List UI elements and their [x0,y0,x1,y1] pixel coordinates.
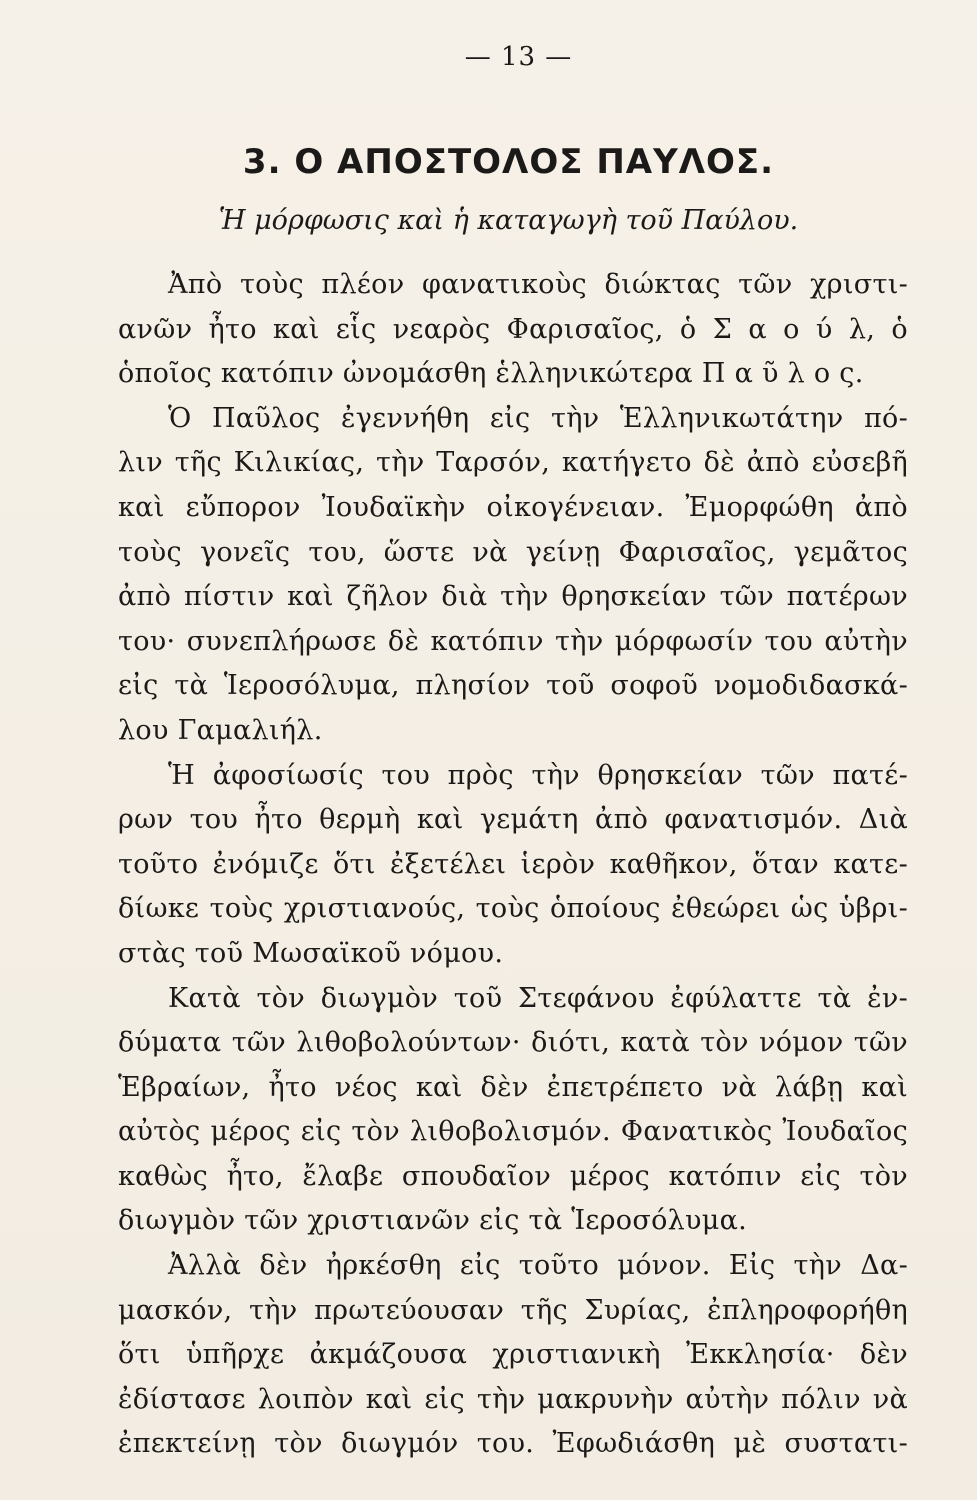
text-line: του· συνεπλήρωσε δὲ κατόπιν τὴν μόρφωσίν του αὐτὴν [118,625,908,657]
text-line: δίωκε τοὺς χριστιανούς, τοὺς ὁποίους ἐθεώρει ὡς ὑβρι- [118,893,908,925]
text-line: Ἀλλὰ δὲν ἠρκέσθη εἰς τοῦτο μόνον. Εἰς τὴν Δα- [168,1250,908,1282]
text-line: ἐπεκτείνῃ τὸν διωγμόν του. Ἐφωδιάσθη μὲ συστατι- [118,1428,908,1460]
text-line: Ἡ ἀφοσίωσίς του πρὸς τὴν θρησκείαν τῶν πατέ- [168,759,908,791]
text-line: Ἀπὸ τοὺς πλέον φανατικοὺς διώκτας τῶν χριστι- [168,269,908,300]
text-line: μασκόν, τὴν πρωτεύουσαν τῆς Συρίας, ἐπληροφορήθη [118,1294,908,1326]
text-line: καὶ εὔπορον Ἰουδαϊκὴν οἰκογένειαν. Ἐμορφώθη ἀπὸ [118,491,908,523]
text-line: ανῶν ἦτο καὶ εἷς νεαρὸς Φαρισαῖος, ὁ Σ α ο ύ λ, ὁ [118,313,908,345]
text-line: ὅτι ὑπῆρχε ἀκμάζουσα χριστιανικὴ Ἐκκλησία· δὲν [118,1339,908,1371]
text-line: ὁποῖος κατόπιν ὠνομάσθη ἑλληνικώτερα Π α ῦ λ ο ς. [118,358,864,390]
text-line: Ὁ Παῦλος ἐγεννήθη εἰς τὴν Ἑλληνικωτάτην πό- [168,402,908,434]
chapter-title: 3. Ο ΑΠΟΣΤΟΛΟΣ ΠΑΥΛΟΣ. [242,142,775,182]
text-line: Ἑβραίων, ἦτο νέος καὶ δὲν ἐπετρέπετο νὰ λάβῃ καὶ [118,1071,908,1103]
text-line: στὰς τοῦ Μωσαϊκοῦ νόμου. [118,937,504,969]
text-line: εἰς τὰ Ἱεροσόλυμα, πλησίον τοῦ σοφοῦ νομοδιδασκά- [118,670,908,702]
text-line: καθὼς ἦτο, ἔλαβε σπουδαῖον μέρος κατόπιν εἰς τὸν [118,1160,908,1192]
text-line: τοὺς γονεῖς του, ὥστε νὰ γείνῃ Φαρισαῖος, γεμᾶτος [118,536,908,568]
text-line: αὐτὸς μέρος εἰς τὸν λιθοβολισμόν. Φανατικὸς Ἰουδαῖος [118,1116,908,1148]
text-line: διωγμὸν τῶν χριστιανῶν εἰς τὰ Ἱεροσόλυμα. [118,1205,748,1237]
text-line: Κατὰ τὸν διωγμὸν τοῦ Στεφάνου ἐφύλαττε τὰ ἐν- [168,982,908,1014]
section-subtitle: Ἡ μόρφωσις καὶ ἡ καταγωγὴ τοῦ Παύλου. [218,205,799,236]
text-line: ρων του ἦτο θερμὴ καὶ γεμάτη ἀπὸ φανατισμόν. Διὰ [118,804,908,836]
text-line: ἐδίστασε λοιπὸν καὶ εἰς τὴν μακρυνὴν αὐτὴν πόλιν νὰ [118,1383,908,1415]
text-line: λιν τῆς Κιλικίας, τὴν Ταρσόν, κατήγετο δὲ ἀπὸ εὐσεβῆ [118,447,908,479]
text-line: τοῦτο ἐνόμιζε ὅτι ἐξετέλει ἱερὸν καθῆκον, ὅταν κατε- [118,848,908,880]
text-line: ἀπὸ πίστιν καὶ ζῆλον διὰ τὴν θρησκείαν τῶν πατέρων [118,581,908,613]
page-number: — 13 — [464,42,573,72]
text-line: δύματα τῶν λιθοβολούντων· διότι, κατὰ τὸν νόμον τῶν [118,1027,908,1059]
body-text [118,263,908,1467]
text-line: λου Γαμαλιήλ. [118,714,323,746]
